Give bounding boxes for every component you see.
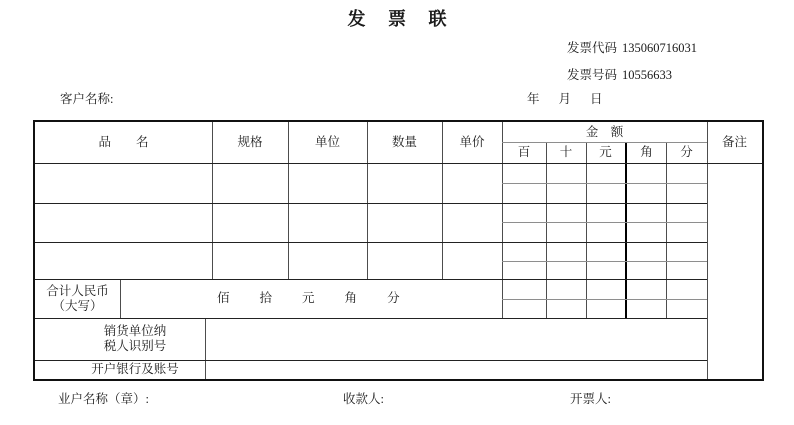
amount-digit-hundreds: 百: [517, 145, 531, 159]
col-header-unit: 单位: [314, 135, 340, 149]
invoice-code-line: [567, 41, 697, 55]
total-digits-row: [120, 279, 502, 318]
invoice-number-line: [567, 68, 672, 82]
date-year-label: 年: [527, 92, 540, 106]
grid-line: [586, 142, 587, 318]
col-header-unit-price: 单价: [459, 135, 485, 149]
grid-line: [502, 222, 707, 223]
issuer-label: 开票人:: [570, 392, 611, 406]
business-name-seal-label: 业户名称（章）:: [58, 392, 149, 406]
amount-digit-fen: 分: [680, 145, 693, 159]
col-header-quantity: 数量: [391, 135, 417, 149]
total-in-words-label: 合计人民币 （大写）: [46, 283, 109, 313]
date-group: [527, 92, 603, 106]
grid-line-header-bottom: [35, 163, 762, 164]
grid-line-yuan-jiao-bold: [625, 142, 627, 318]
grid-line: [35, 203, 707, 204]
col-header-remarks: 备注: [721, 135, 747, 149]
amount-digit-tens: 十: [559, 145, 573, 159]
taxpayer-id-label: 销货单位纳 税人识别号: [103, 324, 167, 353]
grid-line: [546, 142, 547, 318]
total-digit-bai: 佰: [217, 291, 230, 305]
invoice-number-value: 10556633: [622, 68, 673, 82]
date-month-label: 月: [558, 92, 572, 106]
form-title: 发 票 联: [347, 9, 456, 29]
payee-label: 收款人:: [343, 392, 384, 406]
grid-line-bottom-labels: [205, 318, 206, 379]
invoice-number-label: 发票号码: [567, 68, 618, 82]
invoice-table: [33, 120, 764, 381]
invoice-code-label: 发票代码: [567, 41, 618, 55]
grid-line: [502, 183, 707, 184]
grid-line: [35, 242, 707, 243]
col-header-spec: 规格: [237, 135, 263, 149]
total-digit-shi: 拾: [259, 291, 273, 305]
grid-line: [502, 261, 707, 262]
amount-digit-yuan: 元: [599, 145, 612, 159]
col-header-amount: 金 额: [585, 124, 624, 139]
customer-name-label: 客户名称:: [60, 92, 114, 106]
grid-line: [666, 142, 667, 318]
grid-line: [502, 299, 707, 300]
total-digit-yuan: 元: [302, 291, 315, 305]
col-header-product: 品 名: [98, 135, 149, 149]
invoice-code-value: 135060716031: [622, 41, 698, 55]
total-digit-jiao: 角: [344, 291, 358, 305]
date-day-label: 日: [590, 92, 603, 106]
amount-digit-jiao: 角: [640, 145, 653, 159]
bank-account-label: 开户银行及账号: [91, 362, 179, 376]
total-digit-fen: 分: [387, 291, 400, 305]
